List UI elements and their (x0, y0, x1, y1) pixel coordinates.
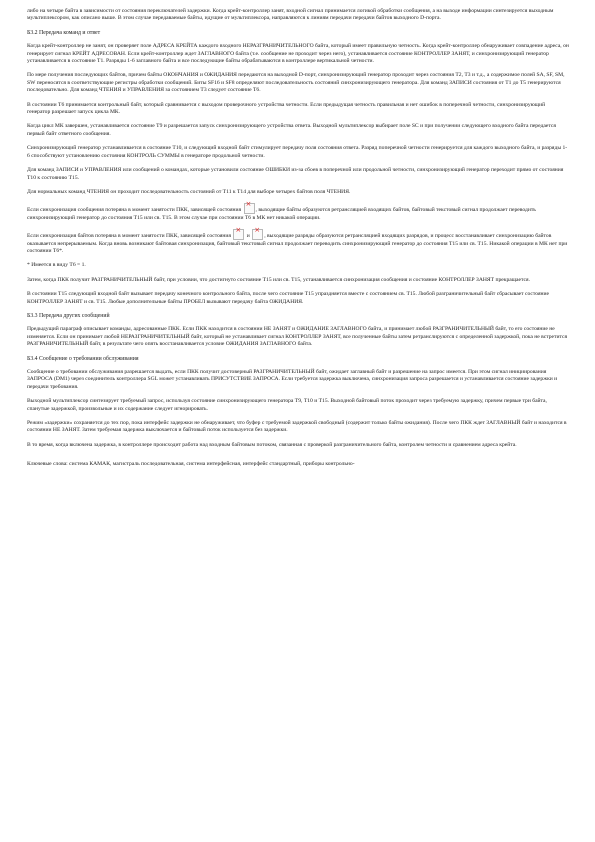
paragraph: Для нормальных команд ЧТЕНИЯ он проходит последовательность состояний от Т11 к Т14 для выборе четырех байтов поля ЧТЕНИЯ. (27, 188, 351, 195)
broken-image-icon (252, 229, 263, 240)
paragraph: Режим «задержки» сохраняется до тех пор, пока интерфейс задержки не обнаруживает, что буфер с требуемой задержкой свободный (содержит только байты ожидания). После чего ПКК ждет ЗАГЛАВНЫЙ байт и находится в состоянии НЕ ЗАНЯТ. Затем требуемая задержка выключается и байтовый поток используется без задержки. (27, 420, 567, 434)
paragraph: Выходной мультиплексор синтезирует требуемый запрос, используя состояние синхронизирующего генератора Т9, Т10 и Т15. Выходной байтовый поток проходит через требуемую задержку, причем первые три байта, спанутые задержкой, произвольные и их содержание следует игнорировать. (27, 398, 547, 412)
paragraph: Когда цикл МК завершен, устанавливается состояние Т9 и разрешается запуск синхронизирующего устройства ответа. Выходной мультиплексор выбирает поле SC и при получении следующего входного байта передается первый байт ответного сообщения. (27, 123, 556, 137)
paragraph: либо на четыре байта в зависимости от состояния переключателей задержки. Когда крейт-контроллер занят, входной сигнал принимается логикой обработки сообщения, а на выходе информации синтезируется выходным мультиплексором, как описано выше. В этом случае передаваемые байты, идущие от мультиплексора, направляются к линиям передачи передачи байтов выходного D-порта. (27, 8, 554, 22)
paragraph: В то время, когда включена задержка, в контроллере происходит работа над входным байтовым потоком, связанная с проверкой разграничительного байта, контролем четности и сравнением адреса крейта. (27, 441, 517, 448)
conjunction-text: и (246, 233, 250, 240)
document-page (27, 8, 569, 476)
paragraph: Синхронизирующий генератор устанавливается в состояние Т10, и следующий входной байт стимулирует передачу поля состояния ответа. Разряд поперечной четности генерируется для каждого выходного байта, и разряды 1-6 способствуют установлению состояния КОНТРОЛЬ СУММЫ в генераторе продольной четности. (27, 145, 568, 159)
paragraph: В состоянии Т6 принимается контрольный байт, который сравнивается с выходом проверочного устройства четности. Если предыдущая четность правильная и нет ошибок в поперечной четности, синхронизирующий генератор разрешает запуск цикла МК. (27, 101, 546, 116)
paragraph-text: , выходящие байты образуются ретрансляцией входящих байтов, байтовый текстовый сигнал продолжает переводить синхронизирующий генератор до состояния Т15 или св. Т15. В этом случае при состоянии Т6 в МК нет никакой операции. (27, 207, 536, 221)
paragraph: Сообщение о требовании обслуживания разрешается выдать, если ПКК получит достоверный РАЗГРАНИЧИТЕЛЬНЫЙ байт, ожидает заглавный байт и разрешение на запрос имеется. При этом сигнал инициирования ЗАПРОСА (DM1) через соединитель контроллера SGL может устанавливать ПРИСУТСТВИЕ ЗАПРОСА. Если требуется задержка выключена, синхронизация запроса разрешается и устанавливается состояние задержки и передачи требования. (27, 369, 558, 390)
broken-image-icon (244, 203, 255, 214)
paragraph: В состоянии Т15 следующий входной байт вызывает передачу конечного контрольного байта, после чего состояние Т15 упраздняется вместе с состоянием св. Т15. Любой разграничительный байт сбрасывает состояние КОНТРОЛЛЕР ЗАНЯТ и св. Т15. Любые дополнительные байты ПРОБЕЛ вызывают передачу байта ОЖИДАНИЯ. (27, 291, 550, 305)
paragraph (27, 229, 569, 255)
section-heading: Б3.4 Сообщение о требовании обслуживания (27, 355, 139, 362)
paragraph: Предыдущий параграф описывает команды, адресованные ПКК. Если ПКК находится в состоянии НЕ ЗАНЯТ и ОЖИДАНИЕ ЗАГЛАВНОГО байта, и принимает любой РАЗГРАНИЧИТЕЛЬНЫЙ байт, то его состояние не изменяется. Если он принимает любой НЕРАЗГРАНИЧИТЕЛЬНЫЙ байт, который не устанавливает сигнал КОНТРОЛЛЕР ЗАНЯТ, все полученные байты затем ретранслируются с определенной задержкой, пока не встретится РАЗГРАНИЧИТЕЛЬНЫЙ байт, в результате чего опять восстанавливается условие ОЖИДАНИЯ ЗАГЛАВНОГО байта. (27, 326, 568, 348)
paragraph: Для команд ЗАПИСИ и УПРАВЛЕНИЯ или сообщений о командах, которые установили состояние ОШИБКИ из-за сбоев в поперечной или продольной четности, синхронизирующий генератор переходит прямо от состояния Т10 к состоянию Т15. (27, 167, 564, 181)
paragraph-text: , выходящие разряды образуются ретрансляцией входящих разрядов, и процесс восстанавливает синхронизацию байтов оказывается непрерываемым. Когда вновь возникают байтовая синхронизация, байтовый текстовый сигнал продолжает переводить синхронизирующий генератор до состояния Т15 или св. Т15. Никакой операции в МК нет при состоянии Т6*. (27, 233, 568, 254)
paragraph (27, 203, 569, 222)
broken-image-icon (233, 229, 244, 240)
section-heading: Б3.2 Передача команд и ответ (27, 29, 101, 36)
paragraph: Затем, когда ПКК получит РАЗГРАНИЧИТЕЛЬНЫЙ байт, при условии, что достигнуто состояние Т15 или св. Т15, устанавливается синхронизация сообщения и состояние КОНТРОЛЛЕР ЗАНЯТ прекращается. (27, 276, 530, 283)
paragraph-text: Если синхронизация сообщения потеряна в момент занятости ПКК, зависящей состояния (27, 207, 242, 214)
section-heading: Б3.3 Передача других сообщений (27, 312, 110, 319)
keywords-line: Ключевые слова: система КАМАК, магистраль последовательная, система интерфейсная, интерфейс стандартный, приборы контрольно- (27, 461, 355, 468)
paragraph: По мере получения последующих байтов, причем байты ОКОНЧАНИЯ и ОЖИДАНИЯ передаются на выходной D-порт, синхронизирующий генератор проходит через состояния Т2, Т3 и т.д., а содержимое полей SA, SF, SM, SW переносятся в соответствующие регистры обработки сообщений. Биты SF16 и SF8 определяют последовательность состояний синхронизирующего генератора. Для команд ЗАПИСИ состояния от Т1 до Т5 генерируются последовательно. Для команд ЧТЕНИЯ и УПРАВЛЕНИЯ за состоянием Т3 следует состояние Т6. (27, 72, 565, 94)
paragraph: Когда крейт-контроллер не занят, он проверяет поле АДРЕСА КРЕЙТА каждого входного НЕРАЗГРАНИЧИТЕЛЬНОГО байта, который имеет правильную четность. Когда крейт-контроллер обнаруживает совпадение адреса, он генерирует сигнал КРЕЙТ АДРЕСОВАН. Если крейт-контроллер ждет ЗАГЛАВНОГО байта (т.е. сообщение не проходит через него), устанавливается состояние КОНТРОЛЛЕР ЗАНЯТ, и синхронизирующий генератор устанавливается в состояние Т1. Разряды 1-6 заглавного байта и все последующие байты обрабатываются в контроллере вертикальной четности. (27, 43, 569, 65)
paragraph-text: Если синхронизация байтов потеряна в момент занятости ПКК, зависящей состояния (27, 233, 231, 240)
footnote: * Имеется в виду Т6 = 1. (27, 262, 86, 269)
